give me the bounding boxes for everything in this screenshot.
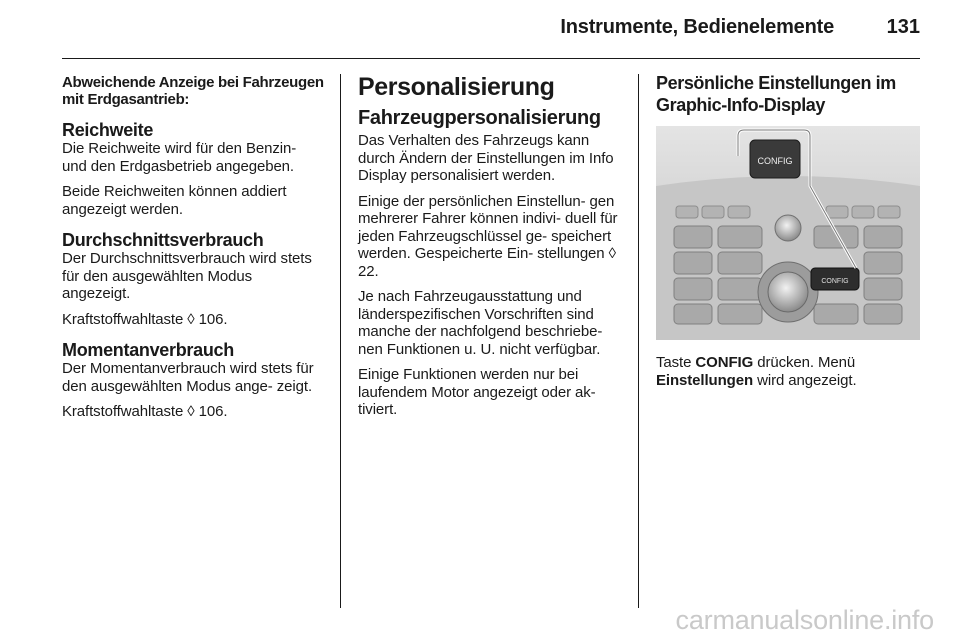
moment-text-2: Kraftstoffwahltaste ◊ 106. xyxy=(62,403,228,420)
cng-subheading: Abweichende Anzeige bei Fahrzeugen mit Erdgasantrieb: xyxy=(62,74,324,108)
control-panel-photo xyxy=(656,126,920,340)
personalisierung-text-1: Das Verhalten des Fahrzeugs kann durch Ändern der Einstellungen im Info Display personalisiert werden. xyxy=(358,132,614,184)
reichweite-text-1: Die Reichweite wird für den Benzin- und den Erdgasbetrieb angegeben. xyxy=(62,140,297,175)
column-left xyxy=(62,74,324,429)
config-instruction: Taste CONFIG drücken. Menü Einstellungen wird angezeigt. xyxy=(656,354,857,389)
header-rule xyxy=(62,58,920,59)
watermark: carmanualsonline.info xyxy=(675,605,934,635)
personalisierung-text-3: Je nach Fahrzeugausstattung und länderspezifischen Vorschriften sind manche der nachfolgend beschriebe- nen Funktionen u. U. nicht verfügbar. xyxy=(358,288,603,358)
config-keyword: CONFIG xyxy=(695,354,754,371)
config-button-label: CONFIG xyxy=(821,278,849,285)
config-callout-label: CONFIG xyxy=(757,156,793,166)
durchschnitt-text-2: Kraftstoffwahltaste ◊ 106. xyxy=(62,310,228,328)
graphic-info-heading: Persönliche Einstellungen im Graphic-Info-Display xyxy=(656,73,896,115)
durchschnitt-text-1: Der Durchschnittsverbrauch wird stets für den ausgewählten Modus angezeigt. xyxy=(62,250,312,302)
page-number: 131 xyxy=(886,16,920,38)
section-title: Personalisierung xyxy=(358,73,555,101)
column-middle xyxy=(358,74,620,427)
moment-text-1: Der Momentanverbrauch wird stets für den ausgewählten Modus ange- zeigt. xyxy=(62,360,314,395)
personalisierung-text-2: Einige der persönlichen Einstellun- gen mehrerer Fahrer können indivi- duell für jeden Fahrzeugschlüssel ge- speichert werden. Gespeicherte Ein- stellungen ◊ 22. xyxy=(358,192,618,280)
header-title: Instrumente, Bedienelemente xyxy=(560,16,834,38)
column-right xyxy=(656,74,920,397)
einstellungen-keyword: Einstellungen xyxy=(656,371,754,389)
column-divider-2 xyxy=(638,74,639,608)
reichweite-text-2: Beide Reichweiten können addiert angezeigt werden. xyxy=(62,183,287,218)
reichweite-heading: Reichweite xyxy=(62,120,154,140)
column-divider-1 xyxy=(340,74,341,608)
moment-heading: Momentanverbrauch xyxy=(62,340,234,360)
subsection-title: Fahrzeugpersonalisierung xyxy=(358,107,601,129)
durchschnitt-heading: Durchschnittsverbrauch xyxy=(62,230,264,250)
personalisierung-text-4: Einige Funktionen werden nur bei laufendem Motor angezeigt oder ak- tiviert. xyxy=(358,366,596,418)
